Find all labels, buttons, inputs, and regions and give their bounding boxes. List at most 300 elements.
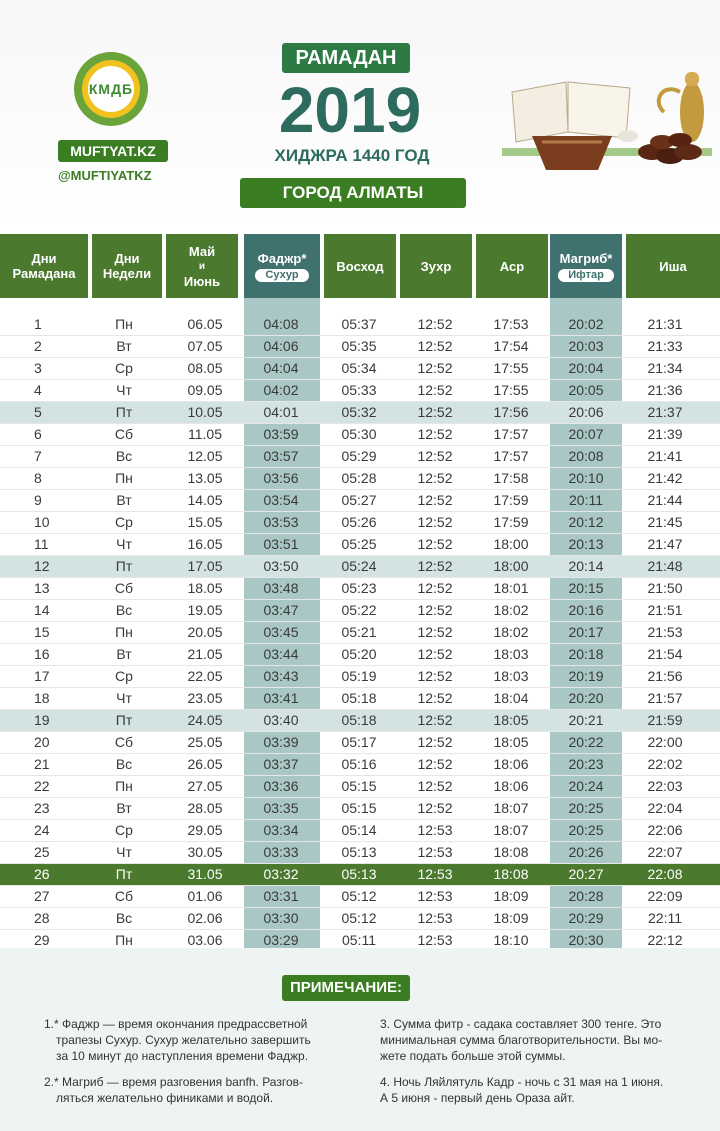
ramadan-day: 8 [34, 470, 42, 486]
zuhr-time: 12:52 [417, 360, 453, 376]
ramadan-day: 20 [34, 734, 50, 750]
sunrise-time: 05:24 [341, 558, 377, 574]
date: 28.05 [187, 800, 223, 816]
iftar-pill: Ифтар [558, 269, 614, 282]
date: 19.05 [187, 602, 223, 618]
table-row [0, 600, 720, 622]
zuhr-time: 12:52 [417, 338, 453, 354]
zuhr-time: 12:52 [417, 712, 453, 728]
date: 26.05 [187, 756, 223, 772]
date: 29.05 [187, 822, 223, 838]
maghrib-time: 20:07 [568, 426, 604, 442]
maghrib-time: 20:08 [568, 448, 604, 464]
weekday: Вс [115, 756, 133, 772]
zuhr-time: 12:52 [417, 448, 453, 464]
zuhr-time: 12:52 [417, 404, 453, 420]
asr-time: 18:00 [493, 558, 529, 574]
isha-time: 21:51 [647, 602, 683, 618]
maghrib-time: 20:30 [568, 932, 604, 948]
date: 21.05 [187, 646, 223, 662]
date: 10.05 [187, 404, 223, 420]
asr-time: 18:00 [493, 536, 529, 552]
date: 03.06 [187, 932, 223, 948]
asr-time: 17:59 [493, 514, 529, 530]
ramadan-day: 27 [34, 888, 50, 904]
asr-time: 18:05 [493, 734, 529, 750]
ramadan-day: 29 [34, 932, 50, 948]
table-row [0, 776, 720, 798]
date: 12.05 [187, 448, 223, 464]
ramadan-day: 28 [34, 910, 50, 926]
maghrib-time: 20:27 [568, 866, 604, 882]
sunrise-time: 05:22 [341, 602, 377, 618]
sunrise-time: 05:35 [341, 338, 377, 354]
isha-time: 21:36 [647, 382, 683, 398]
isha-time: 21:50 [647, 580, 683, 596]
fajr-time: 03:37 [263, 756, 299, 772]
date: 06.05 [187, 316, 223, 332]
sunrise-time: 05:32 [341, 404, 377, 420]
maghrib-time: 20:28 [568, 888, 604, 904]
maghrib-time: 20:20 [568, 690, 604, 706]
table-row [0, 754, 720, 776]
sunrise-time: 05:13 [341, 844, 377, 860]
weekday: Пн [115, 778, 133, 794]
notes-title: ПРИМЕЧАНИЕ: [282, 975, 410, 1001]
table-row [0, 314, 720, 336]
date: 09.05 [187, 382, 223, 398]
asr-time: 18:06 [493, 756, 529, 772]
weekday: Пт [115, 558, 133, 574]
note-maghrib: 2.* Магриб — время разговения banfh. Разгов- ляться желательно финиками и водой. [44, 1075, 303, 1105]
date: 13.05 [187, 470, 223, 486]
fajr-time: 03:41 [263, 690, 299, 706]
maghrib-time: 20:03 [568, 338, 604, 354]
ramadan-day: 6 [34, 426, 42, 442]
date: 17.05 [187, 558, 223, 574]
fajr-time: 03:56 [263, 470, 299, 486]
fajr-time: 03:39 [263, 734, 299, 750]
zuhr-time: 12:52 [417, 536, 453, 552]
ramadan-day: 10 [34, 514, 50, 530]
weekday: Чт [116, 382, 132, 398]
maghrib-time: 20:02 [568, 316, 604, 332]
hijra-year: ХИДЖРА 1440 ГОД [274, 146, 430, 165]
isha-time: 22:02 [647, 756, 683, 772]
weekday: Сб [114, 888, 134, 904]
sunrise-time: 05:26 [341, 514, 377, 530]
year-title: 2019 [278, 74, 422, 146]
date: 23.05 [187, 690, 223, 706]
schedule-table [0, 314, 720, 974]
sunrise-time: 05:28 [341, 470, 377, 486]
column-header-isha: Иша [626, 234, 720, 298]
isha-time: 22:03 [647, 778, 683, 794]
isha-time: 22:12 [647, 932, 683, 948]
sunrise-time: 05:18 [341, 712, 377, 728]
isha-time: 21:47 [647, 536, 683, 552]
sunrise-time: 05:13 [341, 866, 377, 882]
weekday: Пт [115, 866, 133, 882]
weekday: Чт [116, 536, 132, 552]
weekday: Сб [114, 580, 134, 596]
sunrise-time: 05:11 [342, 932, 376, 948]
asr-time: 17:57 [493, 426, 529, 442]
note-fajr: 1.* Фаджр — время окончания предрассветной трапезы Сухур. Сухур желательно завершить за 10 минут до наступления времени Фаджр. [44, 1017, 311, 1063]
date: 25.05 [187, 734, 223, 750]
weekday: Вт [116, 338, 132, 354]
asr-time: 18:05 [493, 712, 529, 728]
sunrise-time: 05:34 [341, 360, 377, 376]
weekday: Пт [115, 712, 133, 728]
table-row [0, 490, 720, 512]
zuhr-time: 12:52 [417, 778, 453, 794]
zuhr-time: 12:52 [417, 426, 453, 442]
weekday: Пн [115, 316, 133, 332]
weekday: Вс [115, 910, 133, 926]
date: 01.06 [187, 888, 223, 904]
table-row [0, 402, 720, 424]
ramadan-day: 5 [34, 404, 42, 420]
maghrib-time: 20:11 [569, 492, 603, 508]
asr-time: 17:56 [493, 404, 529, 420]
note-fitr: 3. Сумма фитр - садака составляет 300 тенге. Это минимальная сумма благотворительности. Вы мо- жете подать больше этой суммы. [380, 1017, 663, 1063]
maghrib-time: 20:18 [568, 646, 604, 662]
asr-time: 17:55 [493, 382, 529, 398]
zuhr-time: 12:53 [417, 932, 453, 948]
zuhr-time: 12:52 [417, 734, 453, 750]
date: 08.05 [187, 360, 223, 376]
sunrise-time: 05:14 [341, 822, 377, 838]
date: 30.05 [187, 844, 223, 860]
fajr-time: 03:48 [263, 580, 299, 596]
ramadan-day: 4 [34, 382, 42, 398]
table-row [0, 644, 720, 666]
maghrib-time: 20:04 [568, 360, 604, 376]
zuhr-time: 12:53 [417, 844, 453, 860]
zuhr-time: 12:52 [417, 382, 453, 398]
table-row [0, 842, 720, 864]
table-row [0, 732, 720, 754]
asr-time: 17:58 [493, 470, 529, 486]
sunrise-time: 05:12 [341, 888, 377, 904]
isha-time: 21:31 [647, 316, 683, 332]
ramadan-day: 9 [34, 492, 42, 508]
fajr-time: 03:32 [263, 866, 299, 882]
table-row [0, 798, 720, 820]
ramadan-day: 12 [34, 558, 50, 574]
isha-time: 22:11 [648, 910, 682, 926]
fajr-time: 03:33 [263, 844, 299, 860]
maghrib-time: 20:29 [568, 910, 604, 926]
sunrise-time: 05:20 [341, 646, 377, 662]
zuhr-time: 12:52 [417, 580, 453, 596]
column-header-date: Май и Июнь [166, 234, 238, 298]
sunrise-time: 05:18 [341, 690, 377, 706]
asr-time: 17:53 [493, 316, 529, 332]
weekday: Пн [115, 470, 133, 486]
ramadan-day: 15 [34, 624, 50, 640]
sunrise-time: 05:15 [341, 778, 377, 794]
table-row [0, 908, 720, 930]
asr-time: 18:04 [493, 690, 529, 706]
table-row [0, 820, 720, 842]
asr-time: 17:55 [493, 360, 529, 376]
table-row [0, 864, 720, 886]
isha-time: 21:53 [647, 624, 683, 640]
zuhr-time: 12:52 [417, 602, 453, 618]
logo-text: КМДБ [88, 66, 134, 112]
table-row [0, 622, 720, 644]
isha-time: 21:37 [647, 404, 683, 420]
isha-time: 22:07 [647, 844, 683, 860]
sunrise-time: 05:30 [341, 426, 377, 442]
fajr-time: 03:34 [263, 822, 299, 838]
weekday: Вс [115, 602, 133, 618]
zuhr-time: 12:52 [417, 800, 453, 816]
isha-time: 21:45 [647, 514, 683, 530]
asr-time: 17:54 [493, 338, 529, 354]
fajr-time: 03:54 [263, 492, 299, 508]
ramadan-day: 17 [34, 668, 50, 684]
isha-time: 22:09 [647, 888, 683, 904]
zuhr-time: 12:53 [417, 866, 453, 882]
zuhr-time: 12:52 [417, 624, 453, 640]
asr-time: 18:08 [493, 866, 529, 882]
fajr-time: 03:50 [263, 558, 299, 574]
weekday: Чт [116, 690, 132, 706]
ramadan-day: 21 [34, 756, 50, 772]
isha-time: 21:44 [647, 492, 683, 508]
table-row [0, 446, 720, 468]
isha-time: 21:33 [647, 338, 683, 354]
weekday: Пн [115, 932, 133, 948]
maghrib-time: 20:19 [568, 668, 604, 684]
fajr-time: 03:57 [263, 448, 299, 464]
zuhr-time: 12:52 [417, 690, 453, 706]
zuhr-time: 12:52 [417, 492, 453, 508]
sunrise-time: 05:21 [341, 624, 377, 640]
sunrise-time: 05:12 [341, 910, 377, 926]
ramadan-day: 14 [34, 602, 50, 618]
sunrise-time: 05:29 [341, 448, 377, 464]
zuhr-time: 12:52 [417, 756, 453, 772]
maghrib-time: 20:17 [568, 624, 604, 640]
maghrib-time: 20:21 [568, 712, 604, 728]
maghrib-time: 20:16 [568, 602, 604, 618]
fajr-time: 03:43 [263, 668, 299, 684]
table-row [0, 424, 720, 446]
asr-time: 18:03 [493, 646, 529, 662]
quran-dates-illustration [502, 52, 712, 182]
isha-time: 22:04 [647, 800, 683, 816]
table-row [0, 578, 720, 600]
asr-time: 17:59 [493, 492, 529, 508]
weekday: Сб [114, 426, 134, 442]
isha-time: 22:00 [647, 734, 683, 750]
column-header-ramadan-day: Дни Рамадана [0, 234, 88, 298]
zuhr-time: 12:52 [417, 470, 453, 486]
city-label: ГОРОД АЛМАТЫ [240, 178, 466, 208]
asr-time: 18:07 [493, 822, 529, 838]
ramadan-day: 23 [34, 800, 50, 816]
isha-time: 21:42 [647, 470, 683, 486]
ramadan-day: 19 [34, 712, 50, 728]
maghrib-time: 20:23 [568, 756, 604, 772]
zuhr-time: 12:52 [417, 558, 453, 574]
column-header-zuhr: Зухр [400, 234, 472, 298]
ramadan-day: 25 [34, 844, 50, 860]
date: 20.05 [187, 624, 223, 640]
fajr-time: 04:01 [263, 404, 299, 420]
sunrise-time: 05:19 [341, 668, 377, 684]
fajr-time: 04:04 [263, 360, 299, 376]
fajr-time: 04:06 [263, 338, 299, 354]
fajr-time: 03:44 [263, 646, 299, 662]
sunrise-time: 05:16 [341, 756, 377, 772]
sunrise-time: 05:25 [341, 536, 377, 552]
fajr-time: 03:53 [263, 514, 299, 530]
weekday: Ср [115, 360, 133, 376]
ramadan-day: 13 [34, 580, 50, 596]
isha-time: 22:06 [647, 822, 683, 838]
weekday: Вт [116, 492, 132, 508]
ramadan-day: 1 [34, 316, 42, 332]
table-row [0, 688, 720, 710]
table-row [0, 556, 720, 578]
isha-time: 21:41 [647, 448, 683, 464]
table-row [0, 534, 720, 556]
ramadan-day: 22 [34, 778, 50, 794]
isha-time: 21:54 [647, 646, 683, 662]
ramadan-day: 11 [34, 536, 49, 552]
zuhr-time: 12:53 [417, 822, 453, 838]
weekday: Вт [116, 646, 132, 662]
date: 02.06 [187, 910, 223, 926]
asr-time: 18:01 [493, 580, 529, 596]
date: 18.05 [187, 580, 223, 596]
ramadan-day: 24 [34, 822, 50, 838]
date: 15.05 [187, 514, 223, 530]
maghrib-time: 20:06 [568, 404, 604, 420]
maghrib-time: 20:14 [568, 558, 604, 574]
weekday: Ср [115, 514, 133, 530]
zuhr-time: 12:53 [417, 910, 453, 926]
table-row [0, 710, 720, 732]
maghrib-time: 20:13 [568, 536, 604, 552]
maghrib-time: 20:25 [568, 822, 604, 838]
sunrise-time: 05:33 [341, 382, 377, 398]
ramadan-day: 26 [34, 866, 50, 882]
table-row [0, 358, 720, 380]
weekday: Сб [114, 734, 134, 750]
fajr-time: 03:45 [263, 624, 299, 640]
table-row [0, 666, 720, 688]
ramadan-day: 7 [34, 448, 42, 464]
zuhr-time: 12:53 [417, 888, 453, 904]
table-row [0, 468, 720, 490]
maghrib-time: 20:05 [568, 382, 604, 398]
asr-time: 18:08 [493, 844, 529, 860]
column-header-asr: Аср [476, 234, 548, 298]
sunrise-time: 05:23 [341, 580, 377, 596]
sunrise-time: 05:37 [341, 316, 377, 332]
fajr-time: 03:29 [263, 932, 299, 948]
asr-time: 18:02 [493, 602, 529, 618]
fajr-time: 03:59 [263, 426, 299, 442]
maghrib-time: 20:24 [568, 778, 604, 794]
maghrib-time: 20:10 [568, 470, 604, 486]
isha-time: 21:34 [647, 360, 683, 376]
weekday: Пт [115, 404, 133, 420]
isha-time: 21:48 [647, 558, 683, 574]
asr-time: 18:06 [493, 778, 529, 794]
asr-time: 18:03 [493, 668, 529, 684]
sunrise-time: 05:17 [341, 734, 377, 750]
table-row [0, 512, 720, 534]
date: 14.05 [187, 492, 223, 508]
column-header-maghrib: Магриб* Ифтар [550, 234, 622, 298]
column-header-weekday: Дни Недели [92, 234, 162, 298]
table-row [0, 380, 720, 402]
date: 27.05 [187, 778, 223, 794]
isha-time: 21:56 [647, 668, 683, 684]
date: 22.05 [187, 668, 223, 684]
fajr-time: 03:47 [263, 602, 299, 618]
fajr-time: 03:40 [263, 712, 299, 728]
maghrib-time: 20:12 [568, 514, 604, 530]
fajr-time: 03:35 [263, 800, 299, 816]
asr-time: 17:57 [493, 448, 529, 464]
date: 24.05 [187, 712, 223, 728]
asr-time: 18:07 [493, 800, 529, 816]
fajr-time: 04:02 [263, 382, 299, 398]
header [0, 0, 720, 232]
column-header-fajr: Фаджр* Сухур [244, 234, 320, 298]
asr-time: 18:10 [493, 932, 529, 948]
isha-time: 22:08 [647, 866, 683, 882]
ramadan-day: 3 [34, 360, 42, 376]
zuhr-time: 12:52 [417, 514, 453, 530]
zuhr-time: 12:52 [417, 668, 453, 684]
asr-time: 18:02 [493, 624, 529, 640]
site-name: MUFTYAT.KZ [58, 140, 168, 162]
fajr-time: 03:36 [263, 778, 299, 794]
weekday: Вс [115, 448, 133, 464]
table-row [0, 886, 720, 908]
weekday: Пн [115, 624, 133, 640]
asr-time: 18:09 [493, 910, 529, 926]
ramadan-day: 18 [34, 690, 50, 706]
date: 31.05 [187, 866, 223, 882]
table-row [0, 336, 720, 358]
sunrise-time: 05:27 [341, 492, 377, 508]
fajr-time: 03:30 [263, 910, 299, 926]
weekday: Вт [116, 800, 132, 816]
weekday: Ср [115, 822, 133, 838]
date: 16.05 [187, 536, 223, 552]
fajr-time: 03:51 [263, 536, 299, 552]
ramadan-day: 2 [34, 338, 42, 354]
column-header-sunrise: Восход [324, 234, 396, 298]
suhur-pill: Сухур [255, 269, 308, 282]
muftyat-logo [74, 52, 148, 126]
zuhr-time: 12:52 [417, 646, 453, 662]
date: 07.05 [187, 338, 223, 354]
isha-time: 21:39 [647, 426, 683, 442]
weekday: Ср [115, 668, 133, 684]
social-handle: @MUFTIYATKZ [58, 168, 152, 183]
